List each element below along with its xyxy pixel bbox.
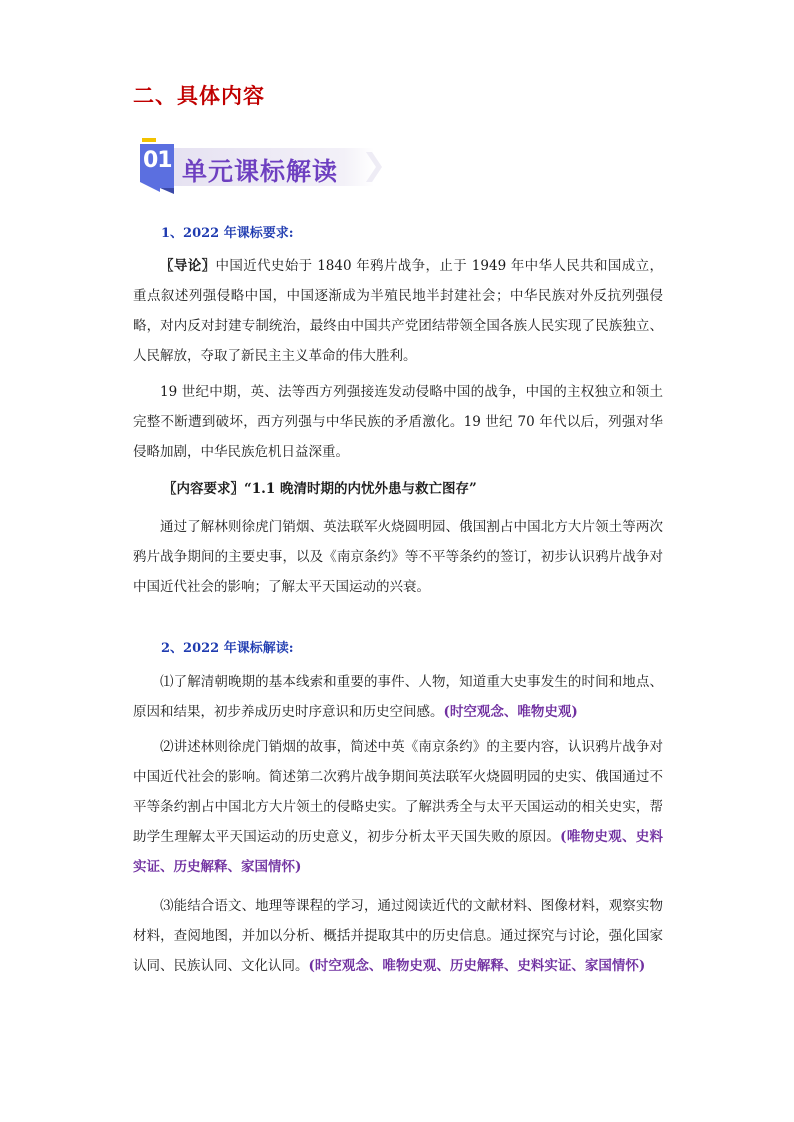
unit-number: 01	[143, 148, 172, 173]
heading-standard-interpretation: 2、2022 年课标解读:	[161, 641, 294, 656]
intro-label: 〖导论〗	[160, 258, 216, 274]
item-3-text: ⑶能结合语文、地理等课程的学习，通过阅读近代的文献材料、图像材料，观察实物材料，查阅地图，并加以分析、概括并提取其中的历史信息。通过探究与讨论，强化国家认同、民族认同、文化认同。	[133, 898, 663, 974]
requirement-paragraph: 通过了解林则徐虎门销烟、英法联军火烧圆明园、俄国割占中国北方大片领土等两次鸦片战争期间的主要史事，以及《南京条约》等不平等条约的签订，初步认识鸦片战争对中国近代社会的影响；了解太平天国运动的兴衰。	[133, 519, 663, 595]
content-requirement-label: 〖内容要求〗“1.1 晚清时期的内忧外患与救亡图存”	[163, 481, 477, 497]
item-1-tag: (时空观念、唯物史观)	[443, 704, 578, 720]
item-2-text: ⑵讲述林则徐虎门销烟的故事，简述中英《南京条约》的主要内容，认识鸦片战争对中国近代社会的影响。简述第二次鸦片战争期间英法联军火烧圆明园的史实、俄国通过不平等条约割占中国北方大片领土的侵略史实。了解洪秀全与太平天国运动的相关史实，帮助学生理解太平天国运动的历史意义，初步分析太平天国失败的原因。	[133, 739, 663, 845]
intro-paragraph	[133, 251, 663, 371]
item-3-tag: (时空观念、唯物史观、历史解释、史料实证、家国情怀)	[308, 958, 646, 974]
interpretation-item-3	[133, 891, 663, 981]
intro-text: 中国近代史始于 1840 年鸦片战争，止于 1949 年中华人民共和国成立，重点叙述列强侵略中国，中国逐渐成为半殖民地半封建社会；中华民族对外反抗列强侵略，对内反对封建专制统治，最终由中国共产党团结带领全国各族人民实现了民族独立、人民解放，夺取了新民主主义革命的伟大胜利。	[133, 258, 663, 364]
heading-standard-requirements: 1、2022 年课标要求:	[161, 226, 294, 241]
item-2-tag: (唯物史观、史料实证、历史解释、家国情怀)	[133, 829, 663, 875]
interpretation-item-1	[133, 667, 663, 727]
item-1-text: ⑴了解清朝晚期的基本线索和重要的事件、人物，知道重大史事发生的时间和地点、原因和结果，初步养成历史时序意识和历史空间感。	[133, 674, 663, 720]
interpretation-item-2	[133, 732, 663, 882]
unit-title: 单元课标解读	[182, 157, 339, 186]
section-title: 二、具体内容	[133, 84, 265, 108]
unit-banner	[140, 138, 390, 194]
background-paragraph: 19 世纪中期，英、法等西方列强接连发动侵略中国的战争，中国的主权独立和领土完整不断遭到破坏，西方列强与中华民族的矛盾激化。19 世纪 70 年代以后，列强对华侵略加剧，中华民族危机日益深重。	[133, 384, 663, 460]
